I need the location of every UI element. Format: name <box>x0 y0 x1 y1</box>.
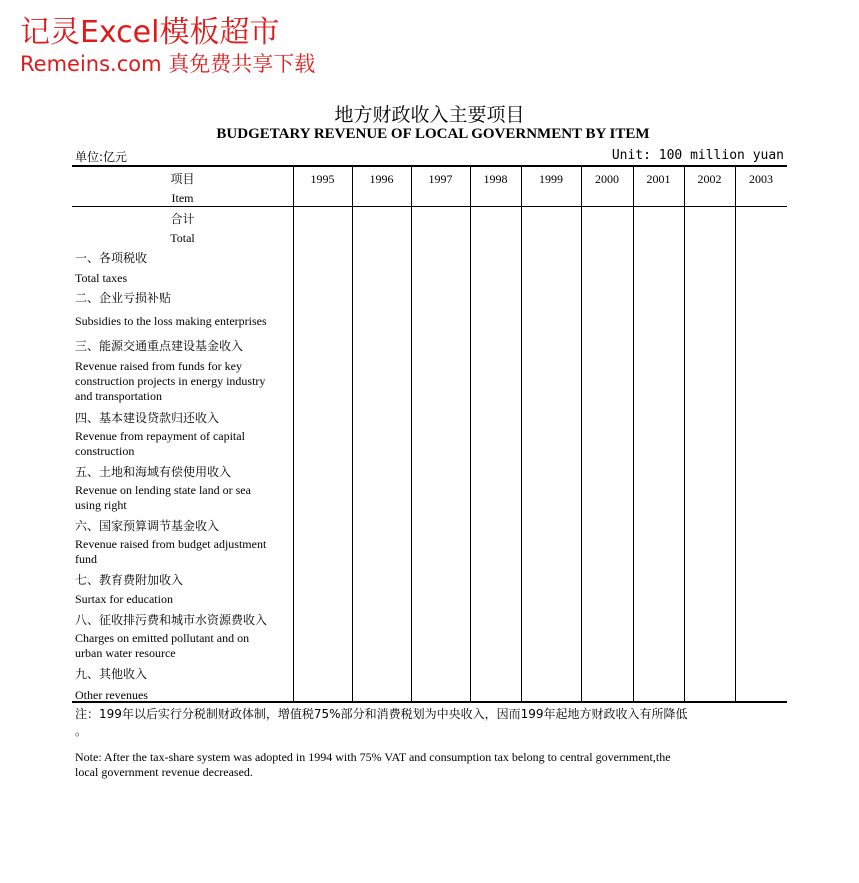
row-pollution-english: urban water resource <box>75 646 176 660</box>
row-budget-fund-chinese: 六、国家预算调节基金收入 <box>75 519 220 533</box>
note-english-line: local government revenue decreased. <box>75 765 253 779</box>
header-year: 2001 <box>646 172 671 186</box>
row-subsidies-chinese: 二、企业亏损补贴 <box>75 291 172 305</box>
page-title-english: BUDGETARY REVENUE OF LOCAL GOVERNMENT BY ITEM <box>216 126 650 142</box>
column-divider <box>352 167 353 701</box>
row-taxes-chinese: 一、各项税收 <box>75 251 148 265</box>
column-divider <box>521 167 522 701</box>
row-other-chinese: 九、其他收入 <box>75 667 148 681</box>
row-total-chinese: 合计 <box>170 212 195 226</box>
column-divider <box>411 167 412 701</box>
header-year: 1998 <box>483 172 508 186</box>
header-year: 1996 <box>369 172 394 186</box>
watermark-subtitle: Remeins.com 真免费共享下载 <box>20 52 316 76</box>
column-divider <box>684 167 685 701</box>
header-year: 2000 <box>595 172 619 186</box>
column-divider <box>581 167 582 701</box>
note-chinese-continuation: 。 <box>75 724 88 738</box>
column-divider <box>735 167 736 701</box>
row-pollution-chinese: 八、征收排污费和城市水资源费收入 <box>75 613 268 627</box>
header-rule <box>72 206 787 207</box>
note-chinese: 注：199年以后实行分税制财政体制，增值税75%部分和消费税划为中央收入，因而199年起地方财政收入有所降低 <box>75 707 688 721</box>
header-year: 1997 <box>428 172 453 186</box>
row-education-english: Surtax for education <box>75 592 173 606</box>
unit-label-english: Unit: 100 million yuan <box>611 148 784 163</box>
note-english <box>75 750 735 780</box>
header-item-chinese: 项目 <box>170 172 195 186</box>
row-energy-fund-english: and transportation <box>75 389 162 403</box>
row-energy-fund-english: Revenue raised from funds for key <box>75 359 242 373</box>
row-energy-fund-chinese: 三、能源交通重点建设基金收入 <box>75 339 244 353</box>
row-budget-fund-english: fund <box>75 552 97 566</box>
row-budget-fund-english: Revenue raised from budget adjustment <box>75 537 267 551</box>
column-divider <box>293 167 294 701</box>
header-year: 1999 <box>539 172 563 186</box>
page-title-chinese: 地方财政收入主要项目 <box>334 104 525 126</box>
row-land-sea-chinese: 五、土地和海域有偿使用收入 <box>75 465 232 479</box>
row-subsidies-english: Subsidies to the loss making enterprises <box>75 314 267 328</box>
header-year: 2002 <box>697 172 722 186</box>
row-loan-repayment-chinese: 四、基本建设贷款归还收入 <box>75 411 220 425</box>
column-divider <box>633 167 634 701</box>
row-other-english: Other revenues <box>75 688 148 702</box>
row-loan-repayment-english: Revenue from repayment of capital <box>75 429 245 443</box>
row-energy-fund-english: construction projects in energy industry <box>75 374 266 388</box>
row-pollution-english: Charges on emitted pollutant and on <box>75 631 250 645</box>
watermark-title: 记灵Excel模板超市 <box>20 15 280 50</box>
header-year: 2003 <box>749 172 773 186</box>
header-year: 1995 <box>310 172 335 186</box>
revenue-table <box>72 165 787 703</box>
header-item-english: Item <box>171 191 194 205</box>
unit-label-chinese: 单位:亿元 <box>75 150 128 164</box>
row-taxes-english: Total taxes <box>75 271 128 285</box>
row-loan-repayment-english: construction <box>75 444 135 458</box>
column-divider <box>470 167 471 701</box>
row-land-sea-english: using right <box>75 498 127 512</box>
note-english-line: Note: After the tax-share system was adopted in 1994 with 75% VAT and consumption tax belong to central government,the <box>75 750 671 764</box>
row-land-sea-english: Revenue on lending state land or sea <box>75 483 251 497</box>
row-education-chinese: 七、教育费附加收入 <box>75 573 184 587</box>
row-total-english: Total <box>170 231 195 245</box>
